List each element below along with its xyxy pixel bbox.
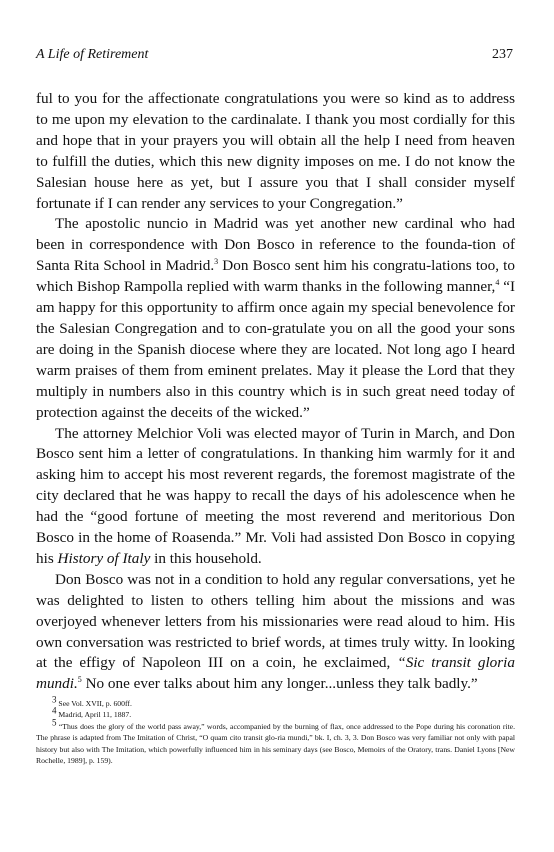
footnote-text: Madrid, April 11, 1887. bbox=[56, 710, 132, 720]
paragraph bbox=[36, 214, 515, 423]
footnote bbox=[36, 694, 515, 709]
text-run: ful to you for the affectionate congratulations you were so kind as to address to me upon my elevation to the cardinalate. I thank you most cordially for this and hope that in your prayers you will obtain all the help I need from heaven to fulfill the duties, which this new dignity imposes on me. I do not know the Salesian house here as yet, but I assure you that I shall consider myself fortunate if I can render any services to your Congregation.” bbox=[36, 90, 515, 212]
main-text bbox=[36, 89, 515, 695]
footnote-text: See Vol. XVII, p. 600ff. bbox=[56, 699, 132, 708]
paragraph bbox=[36, 570, 515, 695]
italic-text: History of Italy bbox=[57, 549, 151, 567]
text-run: No one ever talks about him any longer...unless they talk badly.” bbox=[81, 675, 478, 693]
footnote-ref: 4 bbox=[495, 278, 500, 288]
text-run: “I am happy for this opportunity to affirm once again my special benevolence for the Salesian Congregation and to con-gratulate you on all the good your sons are doing in the Spanish diocese where they are located. Not long ago I heard warm praises of them from eminent prelates. May it please the Lord that they multiply in numbers also in this country which is in such great need today of protection against the deceits of the wicked.” bbox=[36, 278, 515, 421]
footnote-number: 4 bbox=[52, 705, 57, 716]
footnote-number: 3 bbox=[52, 694, 57, 705]
footnote-number: 5 bbox=[52, 717, 57, 728]
paragraph bbox=[36, 89, 515, 214]
footnote bbox=[36, 717, 515, 767]
text-run: The attorney Melchior Voli was elected mayor of Turin in March, and Don Bosco sent him a letter of congratulations. In thanking him warmly for it and asking him to accept his most reverent regards, the foremost magistrate of the city declared that he was happy to recall the days of his adolescence when he had the “good fortune of meeting the most reverend and meritorious Don Bosco in the home of Roasenda.” Mr. Voli had assisted Don Bosco in copying his bbox=[36, 424, 515, 567]
running-header bbox=[36, 47, 513, 67]
footnote-ref: 5 bbox=[77, 675, 82, 685]
running-title: A Life of Retirement bbox=[36, 47, 149, 62]
text-run: in this household. bbox=[150, 549, 262, 567]
text-run: The apostolic nuncio in Madrid was yet another new cardinal who had been in correspondence with Don Bosco in reference to the founda-tion of Santa Rita School in Madrid. bbox=[36, 215, 515, 275]
paragraph bbox=[36, 424, 515, 570]
italic-text: “Sic transit gloria mundi. bbox=[36, 654, 515, 693]
footnote-text: “Thus does the glory of the world pass away,” words, accompanied by the burning of flax, once addressed to the Pope during his coronation rite. The phrase is adapted from The Imitation of Christ, “O quam cito transit glo-ria mundi,” bk. I, ch. 3, 3. Don Bosco was very familiar not only with papal history but also with The Imitation, which powerfully influenced him in his seminary days (see Bosco, Memoirs of the Oratory, trans. Daniel Lyons [New Rochelle, 1989], p. 159). bbox=[36, 721, 515, 766]
text-run: Don Bosco sent him his congratu-lations too, to which Bishop Rampolla replied with warm thanks in the following manner, bbox=[36, 257, 515, 296]
text-run: Don Bosco was not in a condition to hold any regular conversations, yet he was delighted to listen to others telling him about the missions and was overjoyed whenever letters from his missionaries were read aloud to him. His own conversation was restricted to brief words, at times truly witty. In looking at the effigy of Napoleon III on a coin, he exclaimed, bbox=[36, 570, 515, 672]
footnote bbox=[36, 705, 515, 720]
footnotes bbox=[36, 694, 515, 766]
page-number: 237 bbox=[492, 47, 513, 62]
footnote-ref: 3 bbox=[214, 257, 219, 267]
